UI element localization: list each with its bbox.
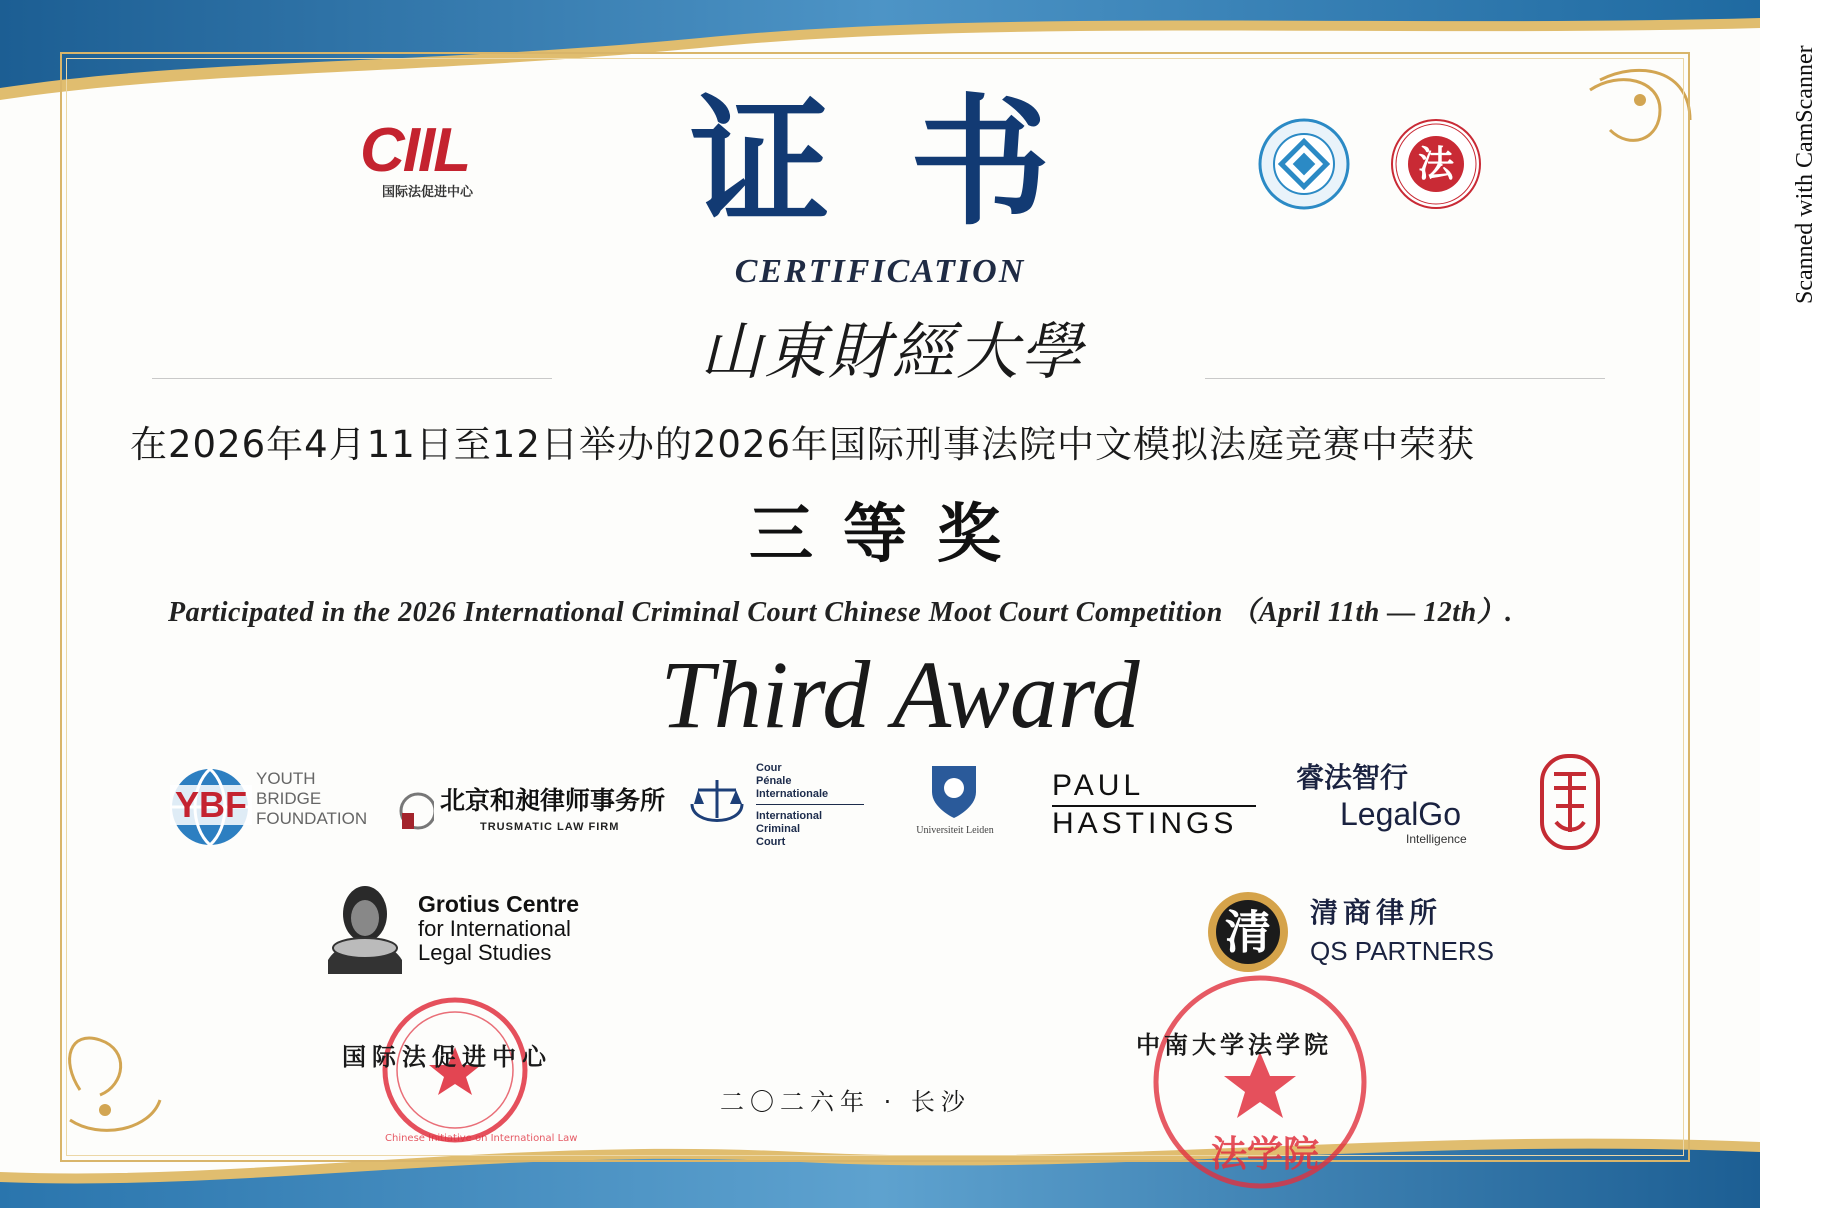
issuer-left: 国际法促进中心: [342, 1043, 552, 1071]
certificate-title: 证书: [690, 81, 1131, 245]
icc-name-en-2: Criminal: [756, 823, 801, 835]
divider-right: [1205, 378, 1605, 379]
legalgo-name-en: LegalGo: [1340, 796, 1461, 832]
recipient-name: 山東財經大學: [700, 315, 1085, 388]
qs-partners-mark: 清: [1225, 905, 1271, 959]
grotius-name-2: for International: [418, 916, 571, 941]
qs-partners-name-cn: 清商律所: [1310, 896, 1443, 929]
leiden-name: Universiteit Leiden: [916, 825, 994, 836]
trusmatic-name-cn: 北京和昶律师事务所: [440, 786, 666, 815]
divider-left: [152, 378, 552, 379]
left-seal-text: Chinese Initiative on International Law: [385, 1133, 578, 1144]
university-seal-blue-icon: [1258, 118, 1350, 210]
trusmatic-name-en: TRUSMATIC LAW FIRM: [480, 821, 620, 833]
ybf-name-3: FOUNDATION: [256, 809, 368, 828]
qs-partners-logo: [1206, 890, 1496, 976]
ciil-caption: 国际法促进中心: [382, 185, 474, 200]
trusmatic-mark-icon: [398, 791, 434, 831]
ybf-mark: YBF: [170, 785, 252, 825]
award-statement-cn: 在2026年4月11日至12日举办的2026年国际刑事法院中文模拟法庭竞赛中荣获: [130, 423, 1476, 466]
icc-logo: [686, 762, 866, 862]
ybf-name-1: YOUTH: [256, 769, 316, 788]
icc-divider: [756, 804, 864, 805]
award-statement-en: Participated in the 2026 International Criminal Court Chinese Moot Court Competition （April 11th — 12th）.: [168, 597, 1513, 628]
law-school-seal-glyph: 法: [1417, 143, 1454, 185]
legalgo-name-cn: 睿法智行: [1296, 761, 1409, 794]
certificate-title-en: CERTIFICATION: [734, 253, 1026, 290]
legalgo-sub: Intelligence: [1406, 832, 1467, 846]
ciil-mark: CIIL: [360, 116, 470, 185]
grotius-name-1: Grotius Centre: [418, 891, 580, 917]
ciil-logo: [360, 118, 510, 208]
legalgo-logo: [1296, 760, 1496, 850]
red-seal-stamp-icon: [1538, 752, 1602, 852]
scanner-watermark: Scanned with CamScanner: [1792, 45, 1818, 305]
award-level-cn: 三等奖: [749, 497, 1031, 572]
grotius-name-3: Legal Studies: [418, 940, 552, 965]
issue-date-place: 二〇二六年 · 长沙: [720, 1088, 971, 1116]
icc-name-fr-3: Internationale: [756, 788, 829, 800]
grotius-centre-logo: [322, 880, 592, 980]
paul-hastings-name-1: PAUL: [1052, 769, 1145, 802]
paul-hastings-name-2: HASTINGS: [1052, 807, 1238, 840]
grotius-portrait-icon: [322, 880, 408, 976]
qs-partners-name-en: QS PARTNERS: [1310, 936, 1494, 966]
right-seal-text: 法学院: [1210, 1134, 1319, 1175]
issuer-right: 中南大学法学院: [1136, 1031, 1332, 1059]
icc-name-fr-2: Pénale: [756, 775, 792, 787]
icc-name-fr-1: Cour: [756, 762, 782, 774]
leiden-logo: [900, 762, 1010, 852]
ybf-name-2: BRIDGE: [256, 789, 322, 808]
paul-hastings-logo: [1052, 770, 1262, 840]
ybf-logo: [170, 765, 370, 855]
award-level-en: Third Award: [660, 641, 1140, 748]
trusmatic-logo: [398, 785, 668, 841]
leiden-crest-icon: [928, 762, 980, 820]
icc-name-en-1: International: [756, 810, 823, 822]
icc-scales-icon: [686, 774, 748, 830]
icc-name-en-3: Court: [756, 836, 786, 848]
